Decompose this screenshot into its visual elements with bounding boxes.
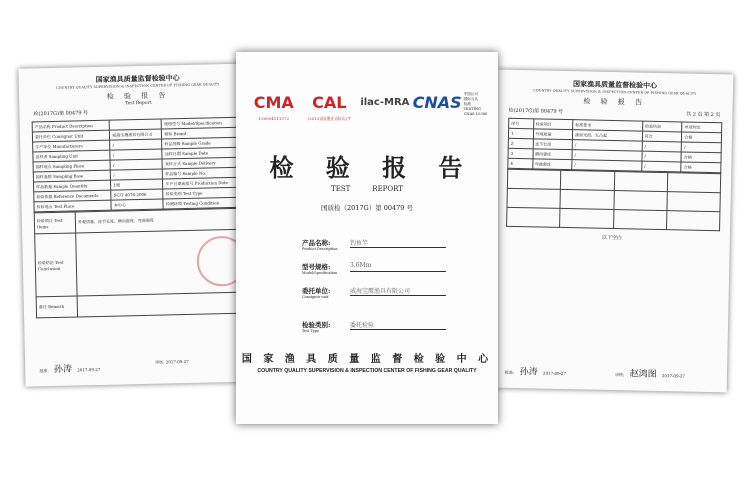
left-table-cell: 送样日期 Sample Date [162, 147, 240, 159]
right-table-cell: / [642, 161, 682, 172]
field-consignor: 委托单位: Consignor unit 威海宝鹰渔具有限公司 [302, 286, 452, 299]
left-table-cell: / [111, 169, 163, 180]
left-table-cell: 检测环境 Testing Condition [163, 197, 241, 209]
left-lower-table [34, 208, 250, 319]
right-table-cell: 检验结果 [642, 121, 682, 132]
left-report-page [18, 63, 263, 386]
left-title: 检 验 报 告 [106, 91, 170, 101]
left-info-table [32, 117, 248, 213]
ilac-mra-logo [357, 92, 413, 122]
right-table-cell: 3 [508, 148, 533, 159]
issuing-center-name-en: COUNTRY QUALITY SUPERVISION & INSPECTION CENTER OF FISHING GEAR QUALITY [257, 368, 477, 374]
report-cover-page [236, 52, 498, 424]
left-table-cell: 样品数量 Sample Quantity [33, 180, 111, 192]
left-table-cell: SC/T 4076-2006 [111, 189, 163, 200]
report-number: 国质检（2017G）第 00479 号 [320, 204, 414, 212]
right-table-cell: 合格 [681, 152, 721, 163]
right-results-table [507, 118, 722, 173]
left-table-cell: 规格型号 Model/Specification [162, 117, 240, 129]
right-center-name: 国家渔具质量监督检验中心 [572, 80, 658, 90]
left-reviewer [155, 359, 189, 366]
right-table-cell: 标准要求 [573, 120, 643, 131]
cma-mark: CMA [253, 93, 294, 112]
cal-caption: (2013)国(渔业)质(认)字 [307, 116, 352, 121]
right-table-cell: 检验项目 [533, 119, 573, 130]
left-approver-label: 批准: [39, 368, 49, 374]
right-center-name-en: COUNTRY QUALITY SUPERVISION & INSPECTION CENTER OF FISHING GEAR QUALITY [533, 88, 697, 96]
right-table-cell: 外观质量 [533, 129, 573, 140]
left-table-cell: 检验依据 Reference Documents [34, 190, 112, 202]
left-table-cell: 抽样基数 Sampling Base [33, 170, 111, 182]
cnas-mark: CNAS [412, 93, 462, 112]
left-approver-date: 2017-09-27 [77, 366, 101, 373]
left-table-cell: 样品编号 Sample No. [163, 167, 241, 179]
ilac-mark: ilac-MRA [360, 97, 410, 108]
left-title-en: Test Report [124, 100, 152, 107]
remark-cell [77, 292, 249, 317]
cma-logo [246, 92, 302, 122]
field-product: 产品名称: Product Description 钓鱼竿 [302, 238, 452, 251]
right-filler-table [506, 169, 721, 231]
right-reviewer-label: 审核: [614, 372, 625, 378]
right-approver-label: 批准: [504, 369, 515, 375]
field-test-type: 检验类别: Test Type 委托检验 [302, 320, 452, 333]
left-table-cell: 生产单位 Manufacturers [33, 140, 111, 152]
right-table-cell: / [572, 140, 642, 151]
right-report-no: 检(2017G)第 00479 号 [508, 107, 564, 115]
left-center-name-en: COUNTRY QUALITY SUPERVISION & INSPECTION CENTER OF FISHING GEAR QUALITY [56, 82, 220, 90]
test-items-label: 检验项目 Test Items [34, 212, 75, 234]
left-reviewer-date: 2017-09-27 [165, 358, 189, 365]
left-table-cell: 送样者 Sampling Unit [33, 150, 111, 162]
left-center-name: 国家渔具质量监督检验中心 [95, 74, 180, 84]
right-table-cell: 2 [508, 138, 533, 149]
left-table-cell: 威海宝鹰渔具有限公司 [110, 129, 162, 140]
left-table-cell: 样品等级 Sample Grade [162, 137, 240, 149]
right-table-cell: 序号 [509, 118, 534, 129]
left-table-cell: / [110, 159, 162, 170]
left-approver [39, 361, 100, 375]
left-table-cell: 产品名称 Product Description [32, 120, 110, 132]
right-page-info: 共 2 页 第 2 页 [686, 111, 721, 119]
right-table-cell: 合格 [682, 132, 722, 143]
right-reviewer-signature: 赵鸿图 [629, 369, 657, 380]
left-table-cell: 生产日期或批号 Production Date [163, 177, 241, 189]
right-table-cell: / [572, 160, 642, 171]
right-report-page [491, 70, 734, 393]
right-table-cell: 合格 [681, 162, 721, 173]
left-table-cell: 本中心 [111, 199, 163, 210]
field-model-value: 3.6Mm [350, 262, 446, 272]
left-table-cell: 1根 [111, 179, 163, 190]
conclusion-label: 检验结论 Test Conclusion [35, 233, 77, 297]
title-en-right: REPORT [372, 185, 403, 193]
left-table-cell: 抽样地点 Sampling Place [33, 160, 111, 172]
right-reviewer [615, 366, 685, 380]
left-table-cell: 商标 Brand [162, 127, 240, 139]
right-table-cell: 1 [508, 128, 533, 139]
left-approver-signature: 孙涛 [53, 364, 73, 376]
left-reviewer-label: 审核: [155, 359, 165, 365]
right-table-cell: 连节长度 [533, 139, 573, 150]
left-table-cell: 检验地点 Test Place [34, 200, 112, 212]
left-report-no: 检(2017G)第 00479 号 [33, 110, 89, 118]
right-table-cell: 横向强度 [532, 149, 572, 160]
field-product-value: 钓鱼竿 [350, 238, 446, 248]
left-table-cell: 委托单位 Consignor Unit [32, 130, 110, 142]
cal-logo [302, 92, 358, 122]
right-table-cell: / [642, 151, 682, 162]
left-table-cell: / [110, 139, 162, 150]
test-items-value: 外观质量、连节长度、横向强度、弯曲强度 [75, 208, 247, 233]
right-approver [505, 364, 566, 378]
remark-label: 备注 Remark [36, 296, 77, 318]
right-table-cell: 符合 [642, 131, 682, 142]
issuing-center [236, 350, 498, 374]
title-en-left: TEST [331, 185, 351, 193]
cnas-logo [413, 92, 488, 122]
field-test-type-value: 委托检验 [350, 320, 446, 330]
right-table-cell: 4 [508, 158, 533, 169]
right-table-cell: 漆面光滑、无凸起 [572, 130, 642, 141]
issuing-center-name: 国 家 渔 具 质 量 监 督 检 验 中 心 [241, 354, 493, 365]
conclusion-cell [76, 229, 249, 296]
right-table-cell: / [642, 141, 682, 152]
field-consignor-value: 威海宝鹰渔具有限公司 [350, 286, 446, 296]
cal-mark: CAL [312, 93, 347, 112]
right-footnote: 以下空白 [601, 234, 622, 242]
cma-caption: 130004111572 [258, 116, 290, 121]
left-table-cell: 检验类别 Test Type [163, 187, 241, 199]
right-table-cell: 单项判定 [682, 122, 722, 133]
right-table-cell: / [682, 142, 722, 153]
right-table-cell: 弯曲强度 [532, 159, 572, 170]
right-meta [508, 108, 720, 118]
right-title: 检 验 报 告 [583, 97, 647, 107]
right-approver-signature: 孙涛 [519, 367, 538, 378]
left-table-cell: / [110, 149, 162, 160]
right-table-cell: / [572, 150, 642, 161]
right-approver-date: 2017-09-27 [542, 370, 567, 377]
right-reviewer-date: 2017-09-27 [661, 373, 686, 379]
report-title: 检 验 报 告 [269, 154, 475, 182]
cnas-side-text: 中国认可 国际互认 检测 TESTING CNAS L0380 [463, 92, 488, 116]
accreditation-logos [236, 52, 498, 122]
report-title-en [236, 185, 498, 193]
left-table-cell: 来样方式 Sample Delivery [162, 157, 240, 169]
field-model: 型号规格: Model/Specification 3.6Mm [302, 262, 452, 275]
